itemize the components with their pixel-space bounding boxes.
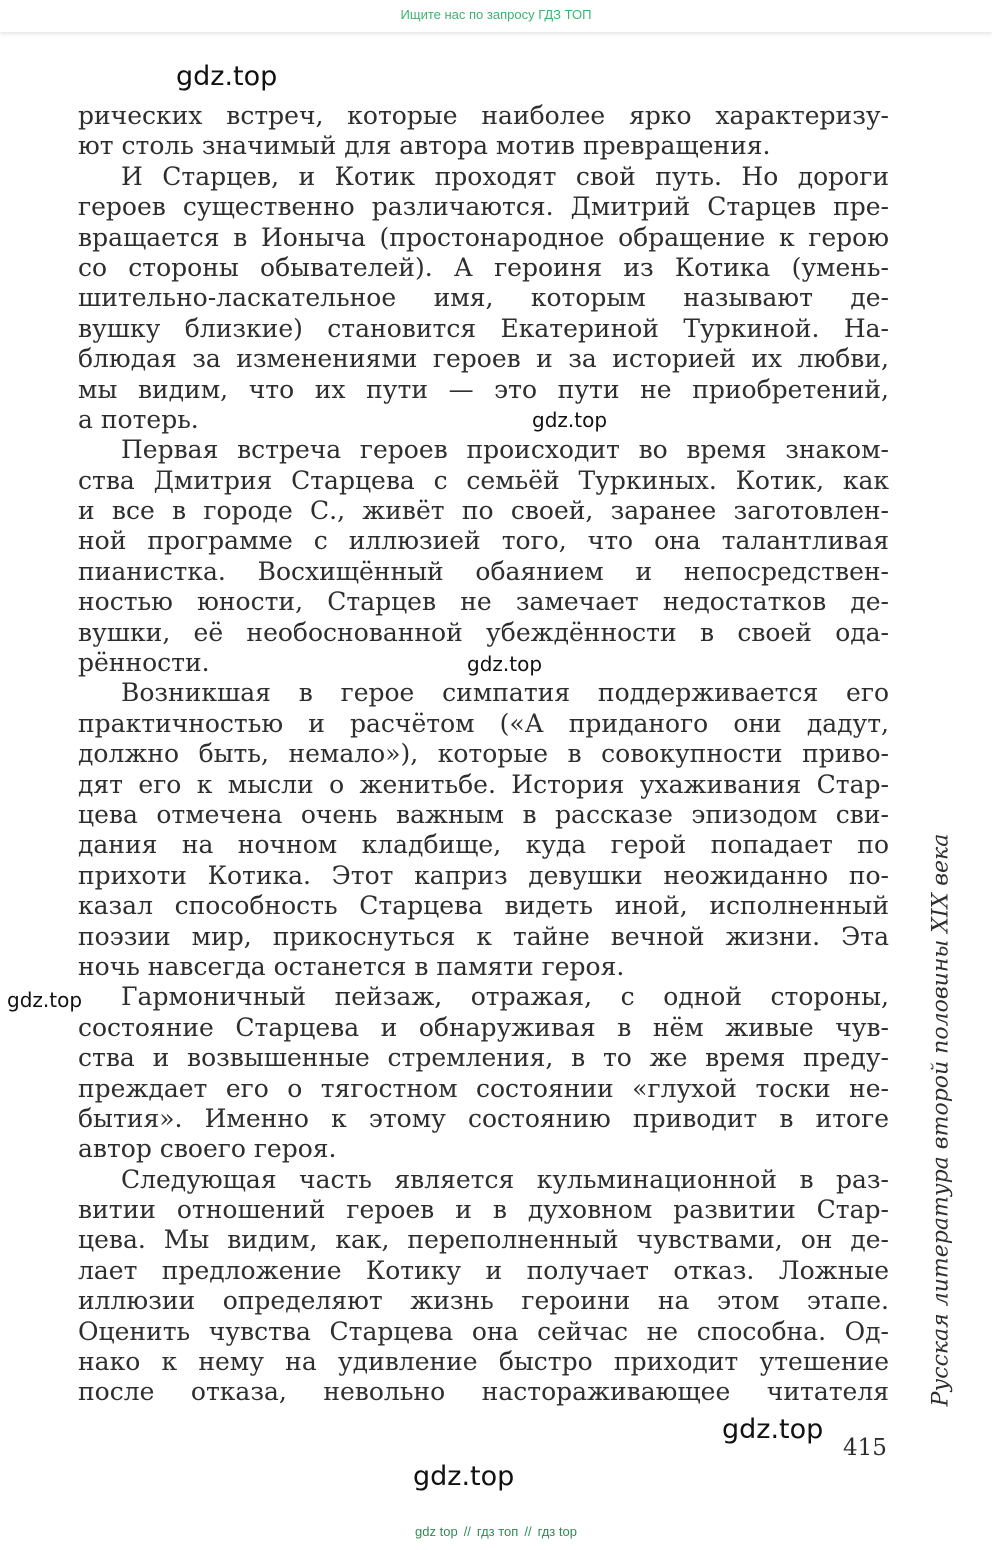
text-line: бытия». Именно к этому состоянию приводит в итоге [78,1103,889,1133]
text-line: рических встреч, которые наиболее ярко характеризу- [78,101,889,130]
text-line: ют столь значимый для автора мотив превращения. [78,131,771,161]
text-line: цева отмечена очень важным в рассказе эпизодом сви- [78,799,889,829]
text-line: Гармоничный пейзаж, отражая, с одной стороны, [121,982,889,1012]
text-line: дания на ночном кладбище, куда герой попадает по [78,830,889,860]
text-line: ностью юности, Старцев не замечает недостатков де- [78,587,889,617]
footer-link[interactable]: гдз топ [476,1524,519,1539]
footer-links [0,1524,992,1539]
watermark-gdz-top: gdz.top [176,61,278,92]
text-line: мы видим, что их пути — это пути не приобретений, [78,374,889,404]
text-line: ночь навсегда останется в памяти героя. [78,951,625,981]
text-line: практичностью и расчётом («А приданого они дадут, [78,708,889,738]
text-line: Оценить чувства Старцева она сейчас не способна. Од- [78,1316,889,1346]
text-line: пианистка. Восхищённый обаянием и непосредствен- [78,556,889,586]
side-running-title [921,830,961,1410]
text-line: Возникшая в герое симпатия поддерживается его [121,678,889,708]
footer-separator: // [524,1524,532,1539]
text-line: автор своего героя. [78,1134,337,1164]
top-banner [0,0,992,32]
text-line: состояние Старцева и обнаруживая в нём живые чув- [78,1012,889,1042]
text-line: шительно-ласкательное имя, которым называют де- [78,283,889,313]
text-line: Первая встреча героев происходит во время знаком- [121,435,889,465]
text-line: вращается в Ионыча (простонародное обращение к герою [78,222,889,252]
text-line: должно быть, немало»), которые в совокупности приво- [78,739,889,769]
text-line: со стороны обывателей). А героиня из Котика (умень- [78,252,889,282]
footer-separator: // [463,1524,471,1539]
watermark-gdz-top: gdz.top [7,988,83,1012]
search-hint-link[interactable]: Ищите нас по запросу ГДЗ ТОП [400,7,592,22]
text-line: ства и возвышенные стремления, в то же время преду- [78,1043,889,1073]
text-line: преждает его о тягостном состоянии «глухой тоски не- [78,1073,889,1103]
text-line: Следующая часть является кульминационной в раз- [121,1164,889,1194]
text-line: И Старцев, и Котик проходят свой путь. Но дороги [121,161,889,191]
text-line: лает предложение Котику и получает отказ. Ложные [78,1255,889,1285]
text-line: витии отношений героев и в духовном развитии Стар- [78,1195,889,1225]
page-body-text [78,101,889,1408]
text-line: ной программе с иллюзией того, что она талантливая [78,526,889,556]
text-line: нако к нему на удивление быстро приходит утешение [78,1347,889,1377]
watermark-gdz-top: gdz.top [413,1461,515,1492]
text-line: вушку близкие) становится Екатериной Туркиной. На- [78,313,889,343]
footer-link[interactable]: gdz top [415,1524,458,1539]
text-line: казал способность Старцева видеть иной, исполненный [78,891,889,921]
watermark-gdz-top: gdz.top [532,408,608,432]
text-line: цева. Мы видим, как, переполненный чувствами, он де- [78,1225,889,1255]
side-running-title-text: Русская литература второй половины XIX века [928,833,954,1407]
text-line: после отказа, невольно настораживающее читателя [78,1377,889,1407]
text-line: ства Дмитрия Старцева с семьёй Туркиных. Котик, как [78,465,889,495]
text-line: иллюзии определяют жизнь героини на этом этапе. [78,1286,889,1316]
text-line: рённости. [78,648,210,678]
footer-link[interactable]: гдз top [537,1524,577,1539]
text-line: дят его к мысли о женитьбе. История ухаживания Стар- [78,769,889,799]
watermark-gdz-top: gdz.top [722,1414,824,1445]
text-line: и все в городе С., живёт по своей, заранее заготовлен- [78,496,889,526]
text-line: а потерь. [78,404,199,434]
text-line: прихоти Котика. Этот каприз девушки неожиданно по- [78,860,889,890]
watermark-gdz-top: gdz.top [467,652,543,676]
page-number: 415 [843,1435,887,1461]
text-line: поэзии мир, прикоснуться к тайне вечной жизни. Эта [78,921,889,951]
text-line: героев существенно различаются. Дмитрий Старцев пре- [78,192,889,222]
text-line: блюдая за изменениями героев и за историей их любви, [78,344,889,374]
text-line: вушки, её необоснованной убеждённости в своей ода- [78,617,889,647]
